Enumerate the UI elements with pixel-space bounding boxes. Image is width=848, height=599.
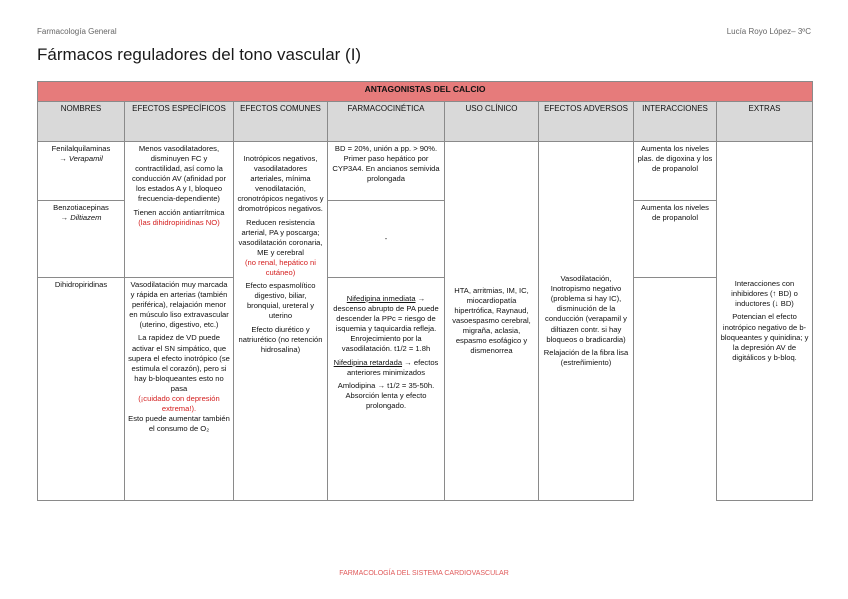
family-name: Dihidropiridinas: [54, 280, 108, 289]
especificos-text: Tienen acción antiarrítmica: [133, 207, 225, 217]
especificos-warning: (las dihidropiridinas NO): [138, 217, 220, 227]
table-row-fenilalquilaminas: [38, 142, 813, 201]
extras-cell: [717, 142, 813, 501]
nifedipina-inmediata-text: → descenso abrupto de PA puede descender la PPc = riesgo de isquemia y taquicardia refleja. Enrojecimiento por la vasodilatación. t1/2 = 1.8h: [333, 294, 439, 354]
farmaco-dihidro-cell: [328, 278, 445, 501]
interacciones-benzo-cell: [634, 201, 717, 278]
comunes-text: Efecto espasmolítico digestivo, biliar, bronquial, ureteral y uterino: [245, 281, 316, 321]
col-extras: EXTRAS: [717, 102, 813, 142]
col-uso-clinico: USO CLÍNICO: [445, 102, 539, 142]
family-name: Fenilalquilaminas: [51, 144, 111, 153]
table-banner-row: [38, 82, 813, 102]
especificos-dihidro-cell: [125, 278, 234, 501]
nifedipina-inmediata: [331, 280, 441, 355]
comunes-warning: (no renal, hepático ni cutáneo): [245, 257, 316, 278]
especificos-text: Esto puede aumentar también el consumo de O₂: [128, 414, 230, 434]
uso-text: HTA, arritmias, IM, IC, miocardiopatía hipertrófica, Raynaud, vasoespasmo cerebral, migraña, aclasia, espasmo esofágico y dismenorrea: [452, 285, 531, 356]
farmaco-top-cell: [328, 142, 445, 201]
drug-name: → Diltiazem: [60, 213, 102, 223]
nifedipina-inmediata-label: Nifedipina inmediata: [346, 294, 416, 303]
especificos-warning: (¡cuidado con depresión extrema!).: [138, 394, 220, 414]
interacciones-fenil-cell: [634, 142, 717, 201]
especificos-text: Vasodilatación muy marcada y rápida en arterias (también periférica), relajación menor en músculo liso extravascular (uterino, digestivo, etc.): [129, 280, 229, 330]
extras-text: Interacciones con inhibidores (↑ BD) o inductores (↓ BD): [731, 279, 798, 309]
table-row-dihidropiridinas: [38, 278, 813, 501]
col-nombres: NOMBRES: [38, 102, 125, 142]
adversos-text: Vasodilatación, Inotropismo negativo (problema si hay IC), disminución de la conducción (verapamil y diltiazen contr. si hay bloqueos o bradicardia): [545, 274, 627, 344]
calcium-antagonists-table: [37, 81, 813, 501]
name-cell-benzo: [38, 201, 125, 278]
col-efectos-comunes: EFECTOS COMUNES: [234, 102, 328, 142]
page-title: Fármacos reguladores del tono vascular (I): [37, 45, 362, 64]
nifedipina-retardada: [331, 358, 441, 378]
name-cell-fenil: [38, 142, 125, 201]
especificos-text: Menos vasodilatadores, disminuyen FC y contractilidad, así como la conducción AV (afinidad por los estados A y I, bloqueo frecuencia-dependiente): [132, 144, 226, 204]
name-cell-dihidro: [38, 278, 125, 501]
header-right: Lucía Royo López– 3ºC: [726, 27, 811, 36]
uso-clinico-cell: [445, 142, 539, 501]
nifedipina-retardada-text: → efectos anteriores minimizados: [346, 357, 439, 377]
interacciones-text: Aumenta los niveles de propanolol: [641, 203, 709, 223]
farmaco-dash: -: [384, 233, 388, 243]
farmaco-benzo-cell: [328, 201, 445, 278]
comunes-text: Inotrópicos negativos, vasodilatadores arteriales, mínima venodilatación, cronotrópicos negativos y dromotrópicos negativos.: [237, 154, 324, 214]
interacciones-text: Aumenta los niveles plas. de digoxina y los de propanolol: [637, 144, 713, 174]
comunes-text: Reducen resistencia arterial, PA y poscarga; vasodilatación coronaria, ME y cerebral: [238, 217, 323, 257]
family-name: Benzotiacepinas: [53, 203, 109, 212]
especificos-text: La rapidez de VD puede activar el SN simpático, que supera el efecto inotrópico (se estimula el corazón), pero si hay b-bloqueantes esto no pasa: [128, 333, 230, 393]
header-left: Farmacología General: [37, 27, 117, 36]
extras-text: Potencian el efecto inotrópico negativo de b-bloqueantes y quinidina; y la depresión AV de digitálicos y b-bloq.: [720, 312, 809, 362]
col-farmacocinetica: FARMACOCINÉTICA: [328, 102, 445, 142]
amlodipina-text: Amlodipina → t1/2 = 35-50h. Absorción lenta y efecto prolongado.: [337, 380, 435, 410]
table-banner: ANTAGONISTAS DEL CALCIO: [38, 82, 813, 102]
col-efectos-adversos: EFECTOS ADVERSOS: [539, 102, 634, 142]
col-interacciones: INTERACCIONES: [634, 102, 717, 142]
nifedipina-retardada-label: Nifedipina retardada: [333, 357, 403, 367]
comunes-text: Efecto diurético y natriurético (no retención hidrosalina): [238, 324, 323, 354]
adversos-text: Relajación de la fibra lisa (estreñimiento): [543, 347, 629, 367]
page-footer: FARMACOLOGÍA DEL SISTEMA CARDIOVASCULAR: [339, 570, 509, 577]
col-efectos-especificos: EFECTOS ESPECÍFICOS: [125, 102, 234, 142]
farmaco-text: BD = 20%, unión a pp. > 90%. Primer paso hepático por CYP3A4. En ancianos semivida prolongada: [332, 144, 440, 184]
especificos-top-cell: [125, 142, 234, 278]
drug-name: → Verapamil: [59, 154, 103, 164]
adversos-cell: [539, 142, 634, 501]
column-header-row: [38, 102, 813, 142]
comunes-cell: [234, 142, 328, 501]
